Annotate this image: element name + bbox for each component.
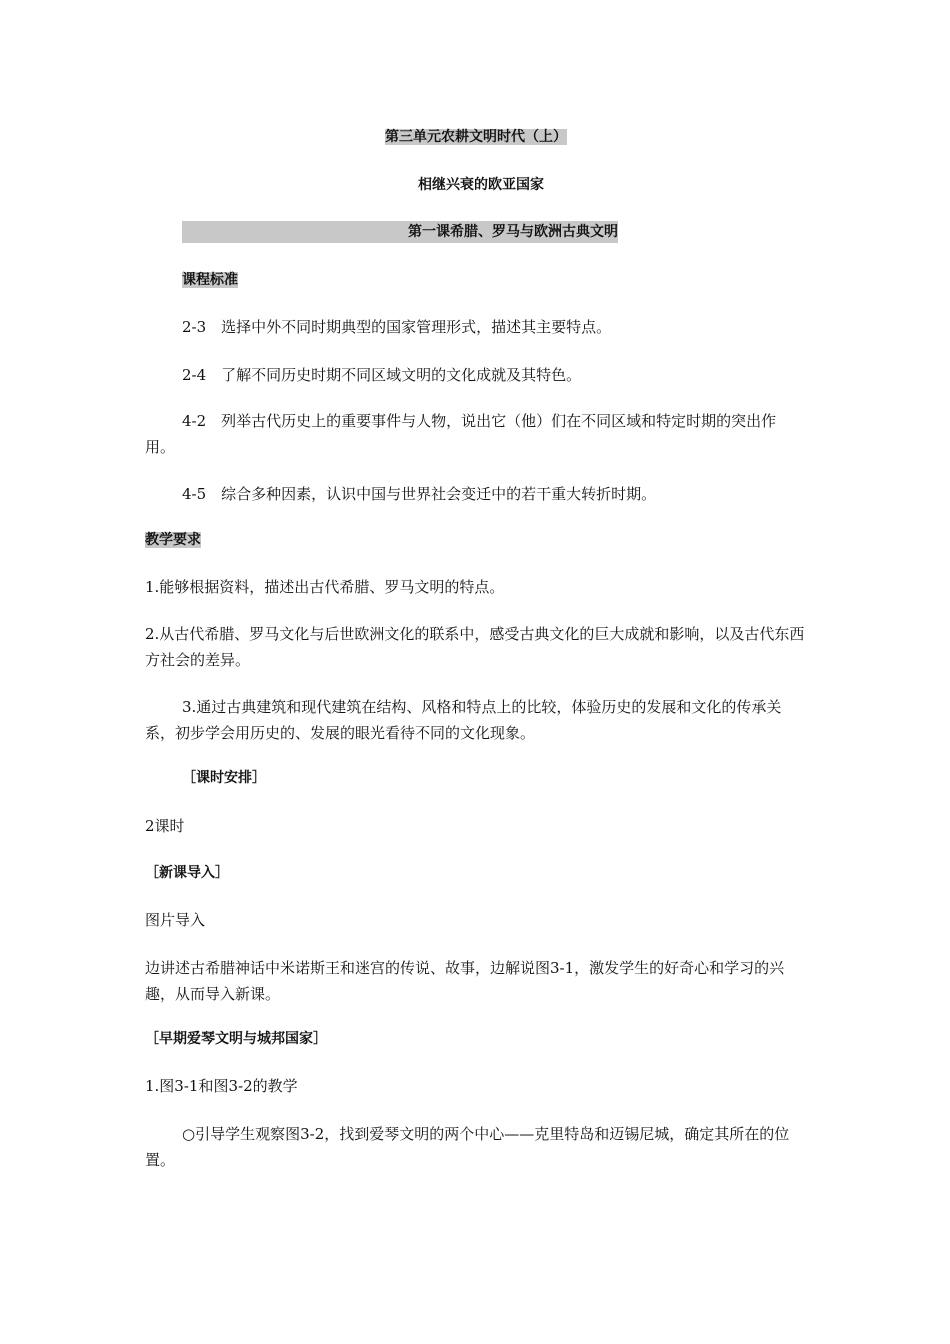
subtitle-text: 相继兴衰的欧亚国家	[418, 177, 544, 193]
intro-method: 图片导入	[145, 911, 206, 929]
intro-text: 边讲述古希腊神话中米诺斯王和迷宫的传说、故事，边解说图3-1，激发学生的好奇心和学习的兴趣，从而导入新课。	[145, 959, 785, 1003]
intro-heading-text: ［新课导入］	[145, 865, 229, 881]
requirements-heading	[145, 529, 201, 551]
aegean-item: 1.图3-1和图3-2的教学	[145, 1077, 298, 1095]
unit-title	[385, 126, 567, 148]
subtitle	[418, 174, 544, 196]
lesson-title	[182, 221, 618, 243]
curriculum-heading	[182, 269, 238, 291]
requirement-item: 1.能够根据资料，描述出古代希腊、罗马文明的特点。	[145, 578, 505, 596]
unit-title-text: 第三单元农耕文明时代（上）	[385, 129, 567, 145]
requirements-heading-text: 教学要求	[145, 532, 201, 548]
requirement-item: 3.通过古典建筑和现代建筑在结构、风格和特点上的比较，体验历史的发展和文化的传承关系，初步学会用历史的、发展的眼光看待不同的文化现象。	[145, 698, 782, 742]
requirement-item: 2.从古代希腊、罗马文化与后世欧洲文化的联系中，感受古典文化的巨大成就和影响，以及古代东西方社会的差异。	[145, 625, 805, 669]
standard-item: 2-4 了解不同历史时期不同区域文明的文化成就及其特色。	[182, 366, 582, 384]
aegean-heading-text: ［早期爱琴文明与城邦国家］	[145, 1031, 327, 1047]
curriculum-heading-text: 课程标准	[182, 272, 238, 288]
standard-item: 4-5 综合多种因素，认识中国与世界社会变迁中的若干重大转折时期。	[182, 485, 657, 503]
schedule-heading	[182, 767, 266, 789]
schedule-heading-text: ［课时安排］	[182, 770, 266, 786]
standard-item: 4-2 列举古代历史上的重要事件与人物，说出它（他）们在不同区域和特定时期的突出作用。	[145, 412, 777, 456]
lesson-title-text: 第一课希腊、罗马与欧洲古典文明	[408, 224, 618, 240]
aegean-text: ○引导学生观察图3-2，找到爱琴文明的两个中心——克里特岛和迈锡尼城，确定其所在的位置。	[145, 1125, 790, 1169]
aegean-heading	[145, 1028, 327, 1050]
standard-item: 2-3 选择中外不同时期典型的国家管理形式，描述其主要特点。	[182, 318, 612, 336]
schedule-value: 2课时	[145, 817, 185, 835]
intro-heading	[145, 862, 229, 884]
